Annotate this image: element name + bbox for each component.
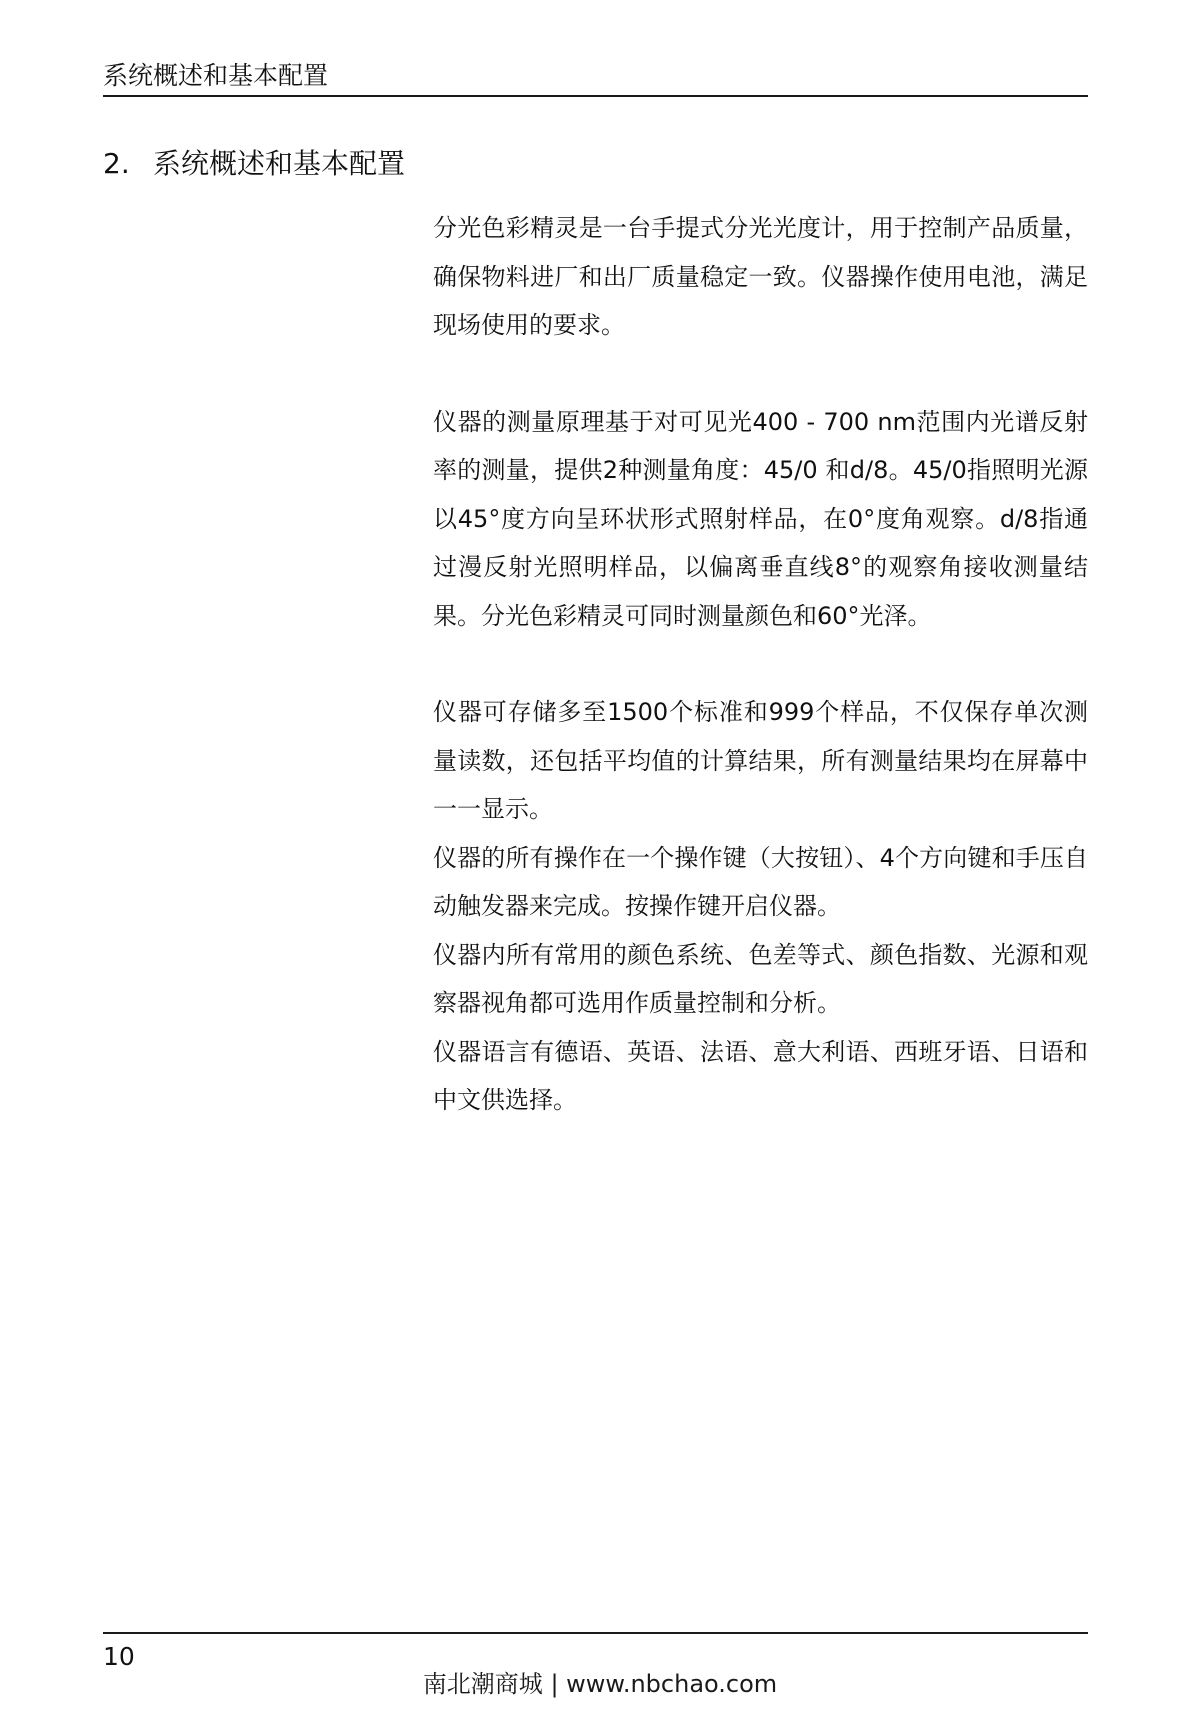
header-divider: [103, 95, 1088, 97]
paragraph-operation: 仪器的所有操作在一个操作键（大按钮）、4个方向键和手压自动触发器来完成。按操作键开启仪器。: [433, 843, 1088, 920]
section-heading: [103, 146, 405, 182]
section-title: 系统概述和基本配置: [153, 147, 406, 180]
paragraph-storage: 仪器可存储多至1500个标准和999个样品，不仅保存单次测量读数，还包括平均值的计算结果，所有测量结果均在屏幕中一一显示。: [433, 698, 1088, 823]
paragraph-measurement-principle: 仪器的测量原理基于对可见光400 - 700 nm范围内光谱反射率的测量，提供2种测量角度：45/0 和d/8。45/0指照明光源以45°度方向呈环状形式照射样品，在0°度角观察。d/8指通过漫反射光照明样品，以偏离垂直线8°的观察角接收测量结果。分光色彩精灵可同时测量颜色和60°光泽。: [433, 407, 1088, 630]
paragraph-intro: 分光色彩精灵是一台手提式分光光度计，用于控制产品质量，确保物料进厂和出厂质量稳定一致。仪器操作使用电池，满足现场使用的要求。: [433, 214, 1088, 339]
section-number: 2.: [103, 147, 130, 180]
page-number: 10: [103, 1642, 135, 1671]
site-watermark: 南北潮商城 | www.nbchao.com: [422, 1670, 778, 1698]
running-header: 系统概述和基本配置: [103, 61, 329, 90]
paragraph-languages: 仪器语言有德语、英语、法语、意大利语、西班牙语、日语和中文供选择。: [433, 1037, 1088, 1114]
body-text: [433, 204, 1088, 1125]
footer-divider: [103, 1632, 1088, 1634]
paragraph-color-systems: 仪器内所有常用的颜色系统、色差等式、颜色指数、光源和观察器视角都可选用作质量控制和分析。: [433, 940, 1088, 1017]
